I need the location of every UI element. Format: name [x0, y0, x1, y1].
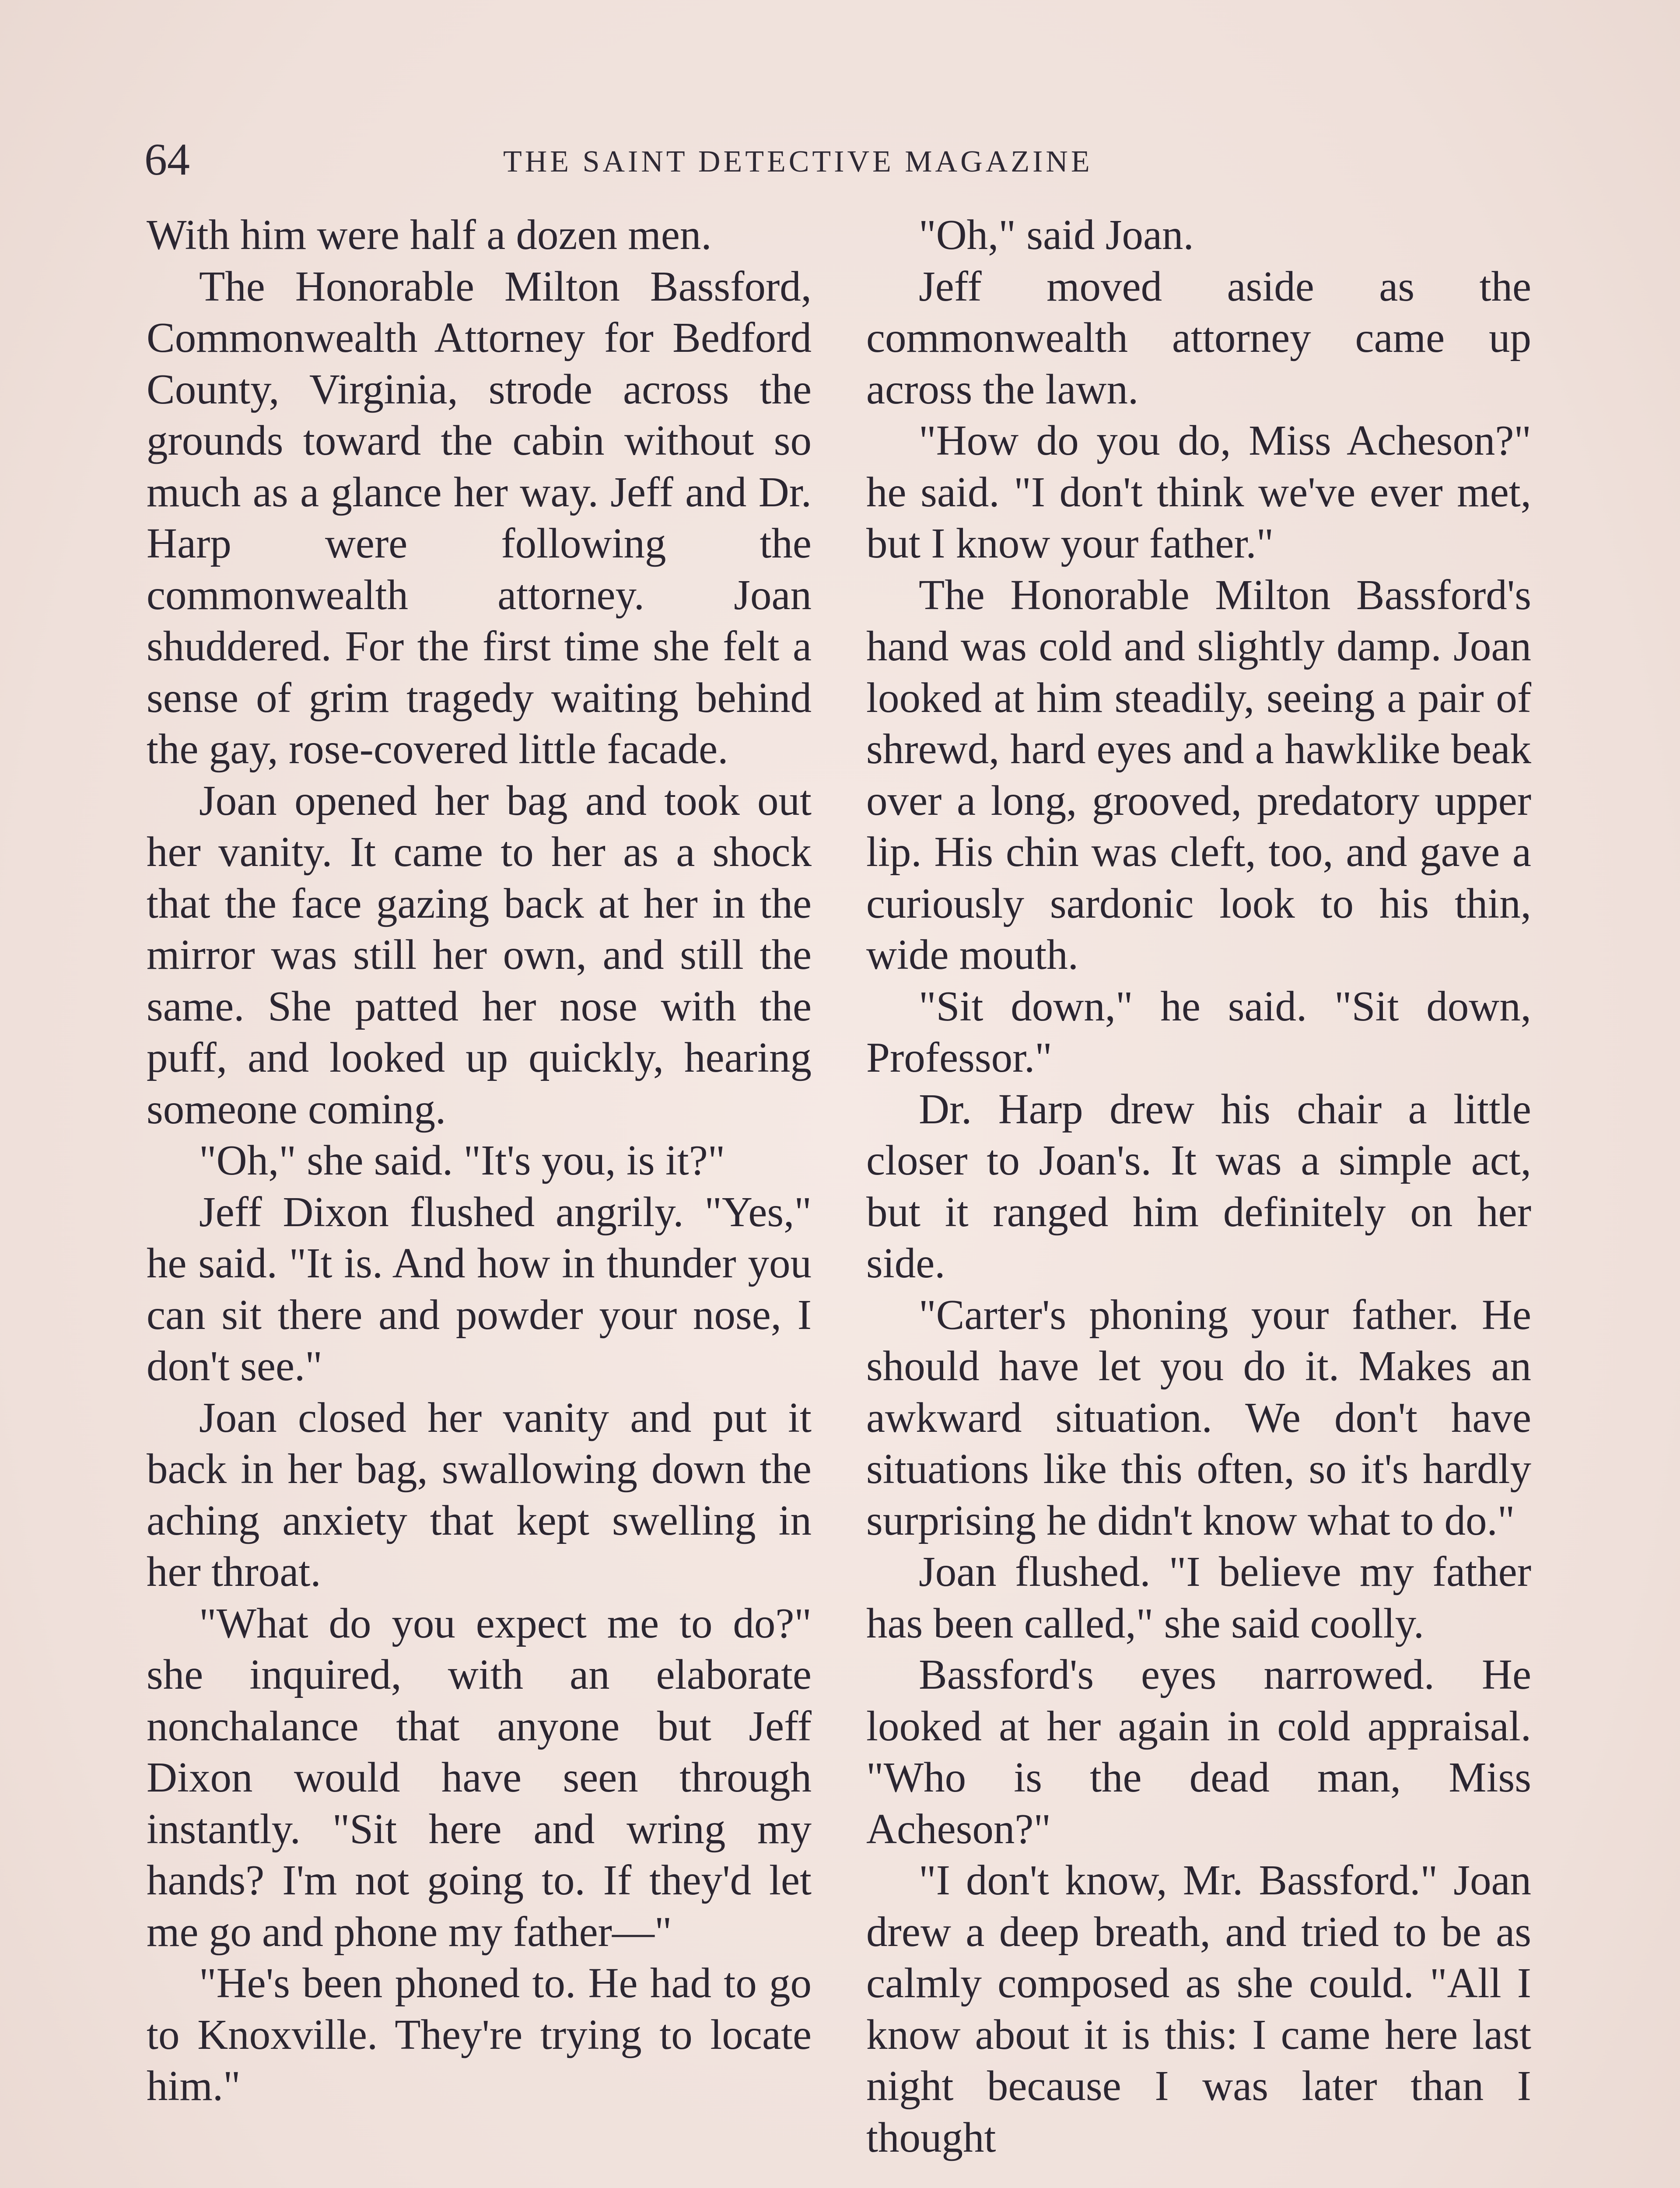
paragraph: "I don't know, Mr. Bassford." Joan drew a deep breath, and tried to be as calmly composed as she could. "All I know about it is this: I came here last night because I was later than I thought — [866, 1857, 1531, 2161]
paragraph: "He's been phoned to. He had to go to Knoxville. They're trying to locate him." — [147, 1960, 812, 2109]
running-head: THE SAINT DETECTIVE MAGAZINE — [503, 145, 1093, 179]
paragraph: The Honorable Milton Bassford's hand was cold and slightly damp. Joan looked at him steadily, seeing a pair of shrewd, hard eyes and a hawklike beak over a long, grooved, predatory upper lip. His chin was cleft, too, and gave a curiously sardonic look to his thin, wide mouth. — [866, 571, 1531, 978]
paragraph: Jeff moved aside as the commonwealth attorney came up across the lawn. — [866, 263, 1531, 413]
paragraph: The Honorable Milton Bassford, Commonwealth Attorney for Bedford County, Virginia, strode across the grounds toward the cabin without so much as a glance her way. Jeff and Dr. Harp were following the commonwealth attorney. Joan shuddered. For the first time she felt a sense of grim tragedy waiting behind the gay, rose-covered little facade. — [147, 263, 812, 772]
paragraph: Jeff Dixon flushed angrily. "Yes," he said. "It is. And how in thunder you can sit there and powder your nose, I don't see." — [147, 1188, 812, 1389]
page-header — [144, 131, 1536, 188]
paragraph: "Oh," she said. "It's you, is it?" — [199, 1137, 725, 1184]
paragraph: "How do you do, Miss Acheson?" he said. "I don't think we've ever met, but I know your father." — [866, 417, 1531, 567]
left-column — [147, 209, 812, 2112]
paragraph: Dr. Harp drew his chair a little closer to Joan's. It was a simple act, but it ranged him definitely on her side. — [866, 1085, 1531, 1287]
right-column — [866, 209, 1531, 2163]
paragraph: Joan flushed. "I believe my father has been called," she said coolly. — [866, 1548, 1531, 1647]
paragraph: "What do you expect me to do?" she inquired, with an elaborate nonchalance that anyone but Jeff Dixon would have seen through instantly. "Sit here and wring my hands? I'm not going to. If they'd let me go and phone my father—" — [147, 1599, 812, 1955]
paragraph: Joan closed her vanity and put it back in her bag, swallowing down the aching anxiety that kept swelling in her throat. — [147, 1394, 812, 1595]
paragraph: "Oh," said Joan. — [919, 211, 1194, 258]
paragraph: "Sit down," he said. "Sit down, Professor." — [866, 982, 1531, 1081]
paragraph: "Carter's phoning your father. He should have let you do it. Makes an awkward situation. We don't have situations like this often, so it's hardly surprising he didn't know what to do." — [866, 1291, 1531, 1544]
paragraph: Joan opened her bag and took out her vanity. It came to her as a shock that the face gazing back at her in the mirror was still her own, and still the same. She patted her nose with the puff, and looked up quickly, hearing someone coming. — [147, 777, 812, 1133]
paragraph: With him were half a dozen men. — [147, 211, 712, 258]
paragraph: Bassford's eyes narrowed. He looked at her again in cold appraisal. "Who is the dead man, Miss Acheson?" — [866, 1651, 1531, 1852]
page-number: 64 — [144, 134, 190, 185]
